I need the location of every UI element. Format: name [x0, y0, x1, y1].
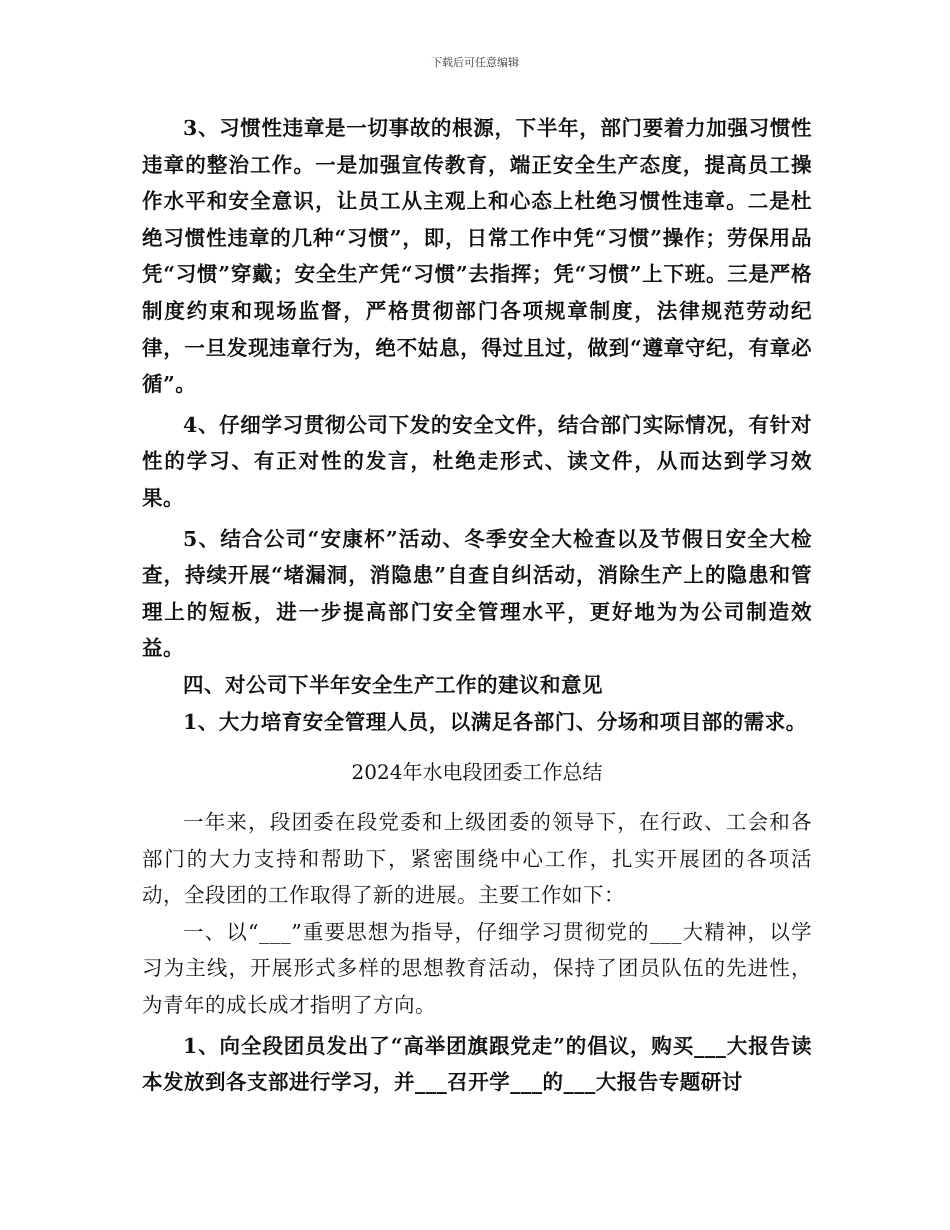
paragraph-item-3: 3、习惯性违章是一切事故的根源，下半年，部门要着力加强习惯性违章的整治工作。一是加强宣传教育，端正安全生产态度，提高员工操作水平和安全意识，让员工从主观上和心态上杜绝习惯性违章。二是杜绝习惯性违章的几种“习惯”，即，日常工作中凭“习惯”操作；劳保用品凭“习惯”穿戴；安全生产凭“习惯”去指挥；凭“习惯”上下班。三是严格制度约束和现场监督，严格贯彻部门各项规章制度，法律规范劳动纪律，一旦发现违章行为，绝不姑息，得过且过，做到“遵章守纪，有章必循”。	[142, 116, 812, 397]
section-4-item-1: 1、大力培育安全管理人员，以满足各部门、分场和项目部的需求。	[183, 709, 807, 734]
paragraph-item-5: 5、结合公司“安康杯”活动、冬季安全大检查以及节假日安全大检查，持续开展“堵漏洞，消隐患”自查自纠活动，消除生产上的隐患和管理上的短板，进一步提高部门安全管理水平，更好地为为公司制造效益。	[142, 526, 812, 661]
paragraph-item-4: 4、仔细学习贯彻公司下发的安全文件，结合部门实际情况，有针对性的学习、有正对性的发言，杜绝走形式、读文件，从而达到学习效果。	[142, 412, 812, 510]
summary-subitem-1: 1、向全段团员发出了“高举团旗跟党走”的倡议，购买___大报告读本发放到各支部进行学习，并___召开学___的___大报告专题研讨	[142, 1033, 812, 1095]
summary-intro: 一年来，段团委在段党委和上级团委的领导下，在行政、工会和各部门的大力支持和帮助下，紧密围绕中心工作，扎实开展团的各项活动，全段团的工作取得了新的进展。主要工作如下：	[142, 810, 812, 908]
header-note: 下载后可任意编辑	[431, 56, 519, 69]
summary-title: 2024年水电段团委工作总结	[351, 760, 603, 785]
summary-item-1: 一、以“___”重要思想为指导，仔细学习贯彻党的___大精神，以学习为主线，开展形式多样的思想教育活动，保持了团员队伍的先进性，为青年的成长成才指明了方向。	[142, 919, 812, 1018]
section-4-heading: 四、对公司下半年安全生产工作的建议和意见	[183, 672, 603, 697]
document-body	[142, 110, 812, 1101]
